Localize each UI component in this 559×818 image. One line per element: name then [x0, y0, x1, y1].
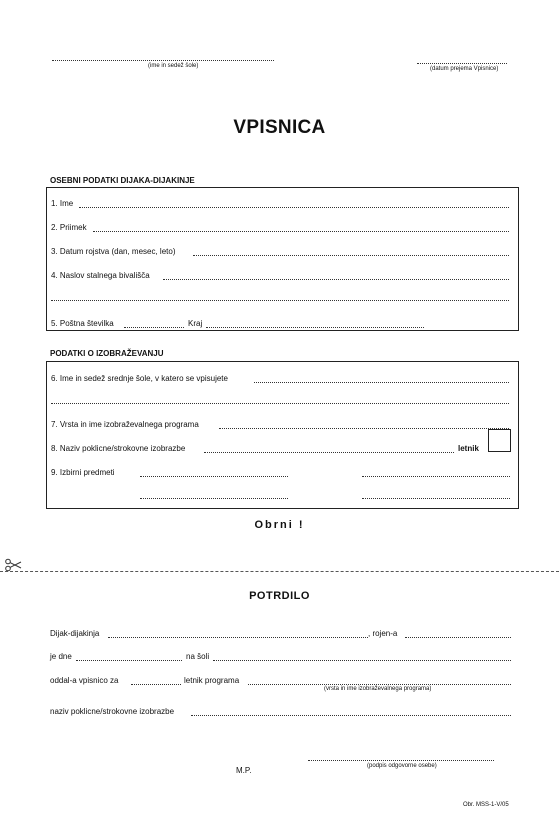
label-submitted: oddal-a vpisnico za	[50, 676, 119, 685]
education-data-box	[46, 361, 519, 509]
field-label-birthdate: 3. Datum rojstva (dan, mesec, leto)	[51, 247, 176, 256]
form-title: VPISNICA	[233, 117, 326, 138]
field-label-place: Kraj	[188, 319, 203, 328]
student-line[interactable]	[108, 637, 368, 638]
turn-over-note: Obrni !	[254, 519, 305, 531]
field-name-line[interactable]	[79, 207, 509, 208]
elective-line-1[interactable]	[140, 476, 288, 477]
receipt-date-line[interactable]	[417, 63, 507, 64]
label-on-date: je dne	[50, 652, 72, 661]
field-place-line[interactable]	[206, 327, 424, 328]
field-program-line[interactable]	[219, 428, 509, 429]
year-line[interactable]	[131, 684, 181, 685]
program-line[interactable]	[248, 684, 511, 685]
elective-line-4[interactable]	[362, 498, 510, 499]
year-checkbox[interactable]	[488, 429, 511, 452]
elective-line-3[interactable]	[140, 498, 288, 499]
signature-line[interactable]	[308, 760, 494, 761]
form-code: Obr. MSS-1-V/05	[463, 802, 509, 808]
field-label-program: 7. Vrsta in ime izobraževalnega programa	[51, 420, 199, 429]
confirmation-title: POTRDILO	[249, 590, 310, 602]
field-label-surname: 2. Priimek	[51, 223, 87, 232]
born-line[interactable]	[405, 637, 511, 638]
label-year-program: letnik programa	[184, 676, 240, 685]
elective-line-2[interactable]	[362, 476, 510, 477]
field-address-line[interactable]	[163, 279, 509, 280]
field-school-line-2[interactable]	[51, 403, 509, 404]
field-label-year: letnik	[458, 444, 479, 453]
receipt-date-caption: (datum prejema Vpisnice)	[430, 66, 499, 72]
field-surname-line[interactable]	[93, 231, 509, 232]
field-profession-line[interactable]	[204, 452, 454, 453]
field-postal-line[interactable]	[124, 327, 184, 328]
field-label-postal: 5. Poštna številka	[51, 319, 114, 328]
field-label-school: 6. Ime in sedež srednje šole, v katero se vpisujete	[51, 374, 228, 383]
field-school-line[interactable]	[254, 382, 509, 383]
stamp-label: M.P.	[236, 766, 252, 775]
cut-line	[0, 571, 559, 572]
label-student: Dijak-dijakinja	[50, 629, 100, 638]
date-line[interactable]	[76, 660, 182, 661]
section-personal-heading: OSEBNI PODATKI DIJAKA-DIJAKINJE	[50, 176, 195, 185]
program-caption: (vrsta in ime izobraževalnega programa)	[324, 686, 432, 692]
school-line[interactable]	[213, 660, 511, 661]
profession-line[interactable]	[191, 715, 511, 716]
school-name-caption: (ime in sedež šole)	[148, 63, 199, 69]
field-label-profession: 8. Naziv poklicne/strokovne izobrazbe	[51, 444, 186, 453]
section-education-heading: PODATKI O IZOBRAŽEVANJU	[50, 349, 164, 358]
field-label-name: 1. Ime	[51, 199, 74, 208]
scissors-icon	[4, 558, 22, 572]
label-profession: naziv poklicne/strokovne izobrazbe	[50, 707, 175, 716]
label-born: , rojen-a	[368, 629, 398, 638]
personal-data-box	[46, 187, 519, 331]
label-at-school: na šoli	[186, 652, 210, 661]
field-label-address: 4. Naslov stalnega bivališča	[51, 271, 150, 280]
school-name-line[interactable]	[52, 60, 274, 61]
field-birthdate-line[interactable]	[193, 255, 509, 256]
field-address-line-2[interactable]	[51, 300, 509, 301]
signature-caption: (podpis odgovorne osebe)	[367, 763, 437, 769]
field-label-electives: 9. Izbirni predmeti	[51, 468, 115, 477]
